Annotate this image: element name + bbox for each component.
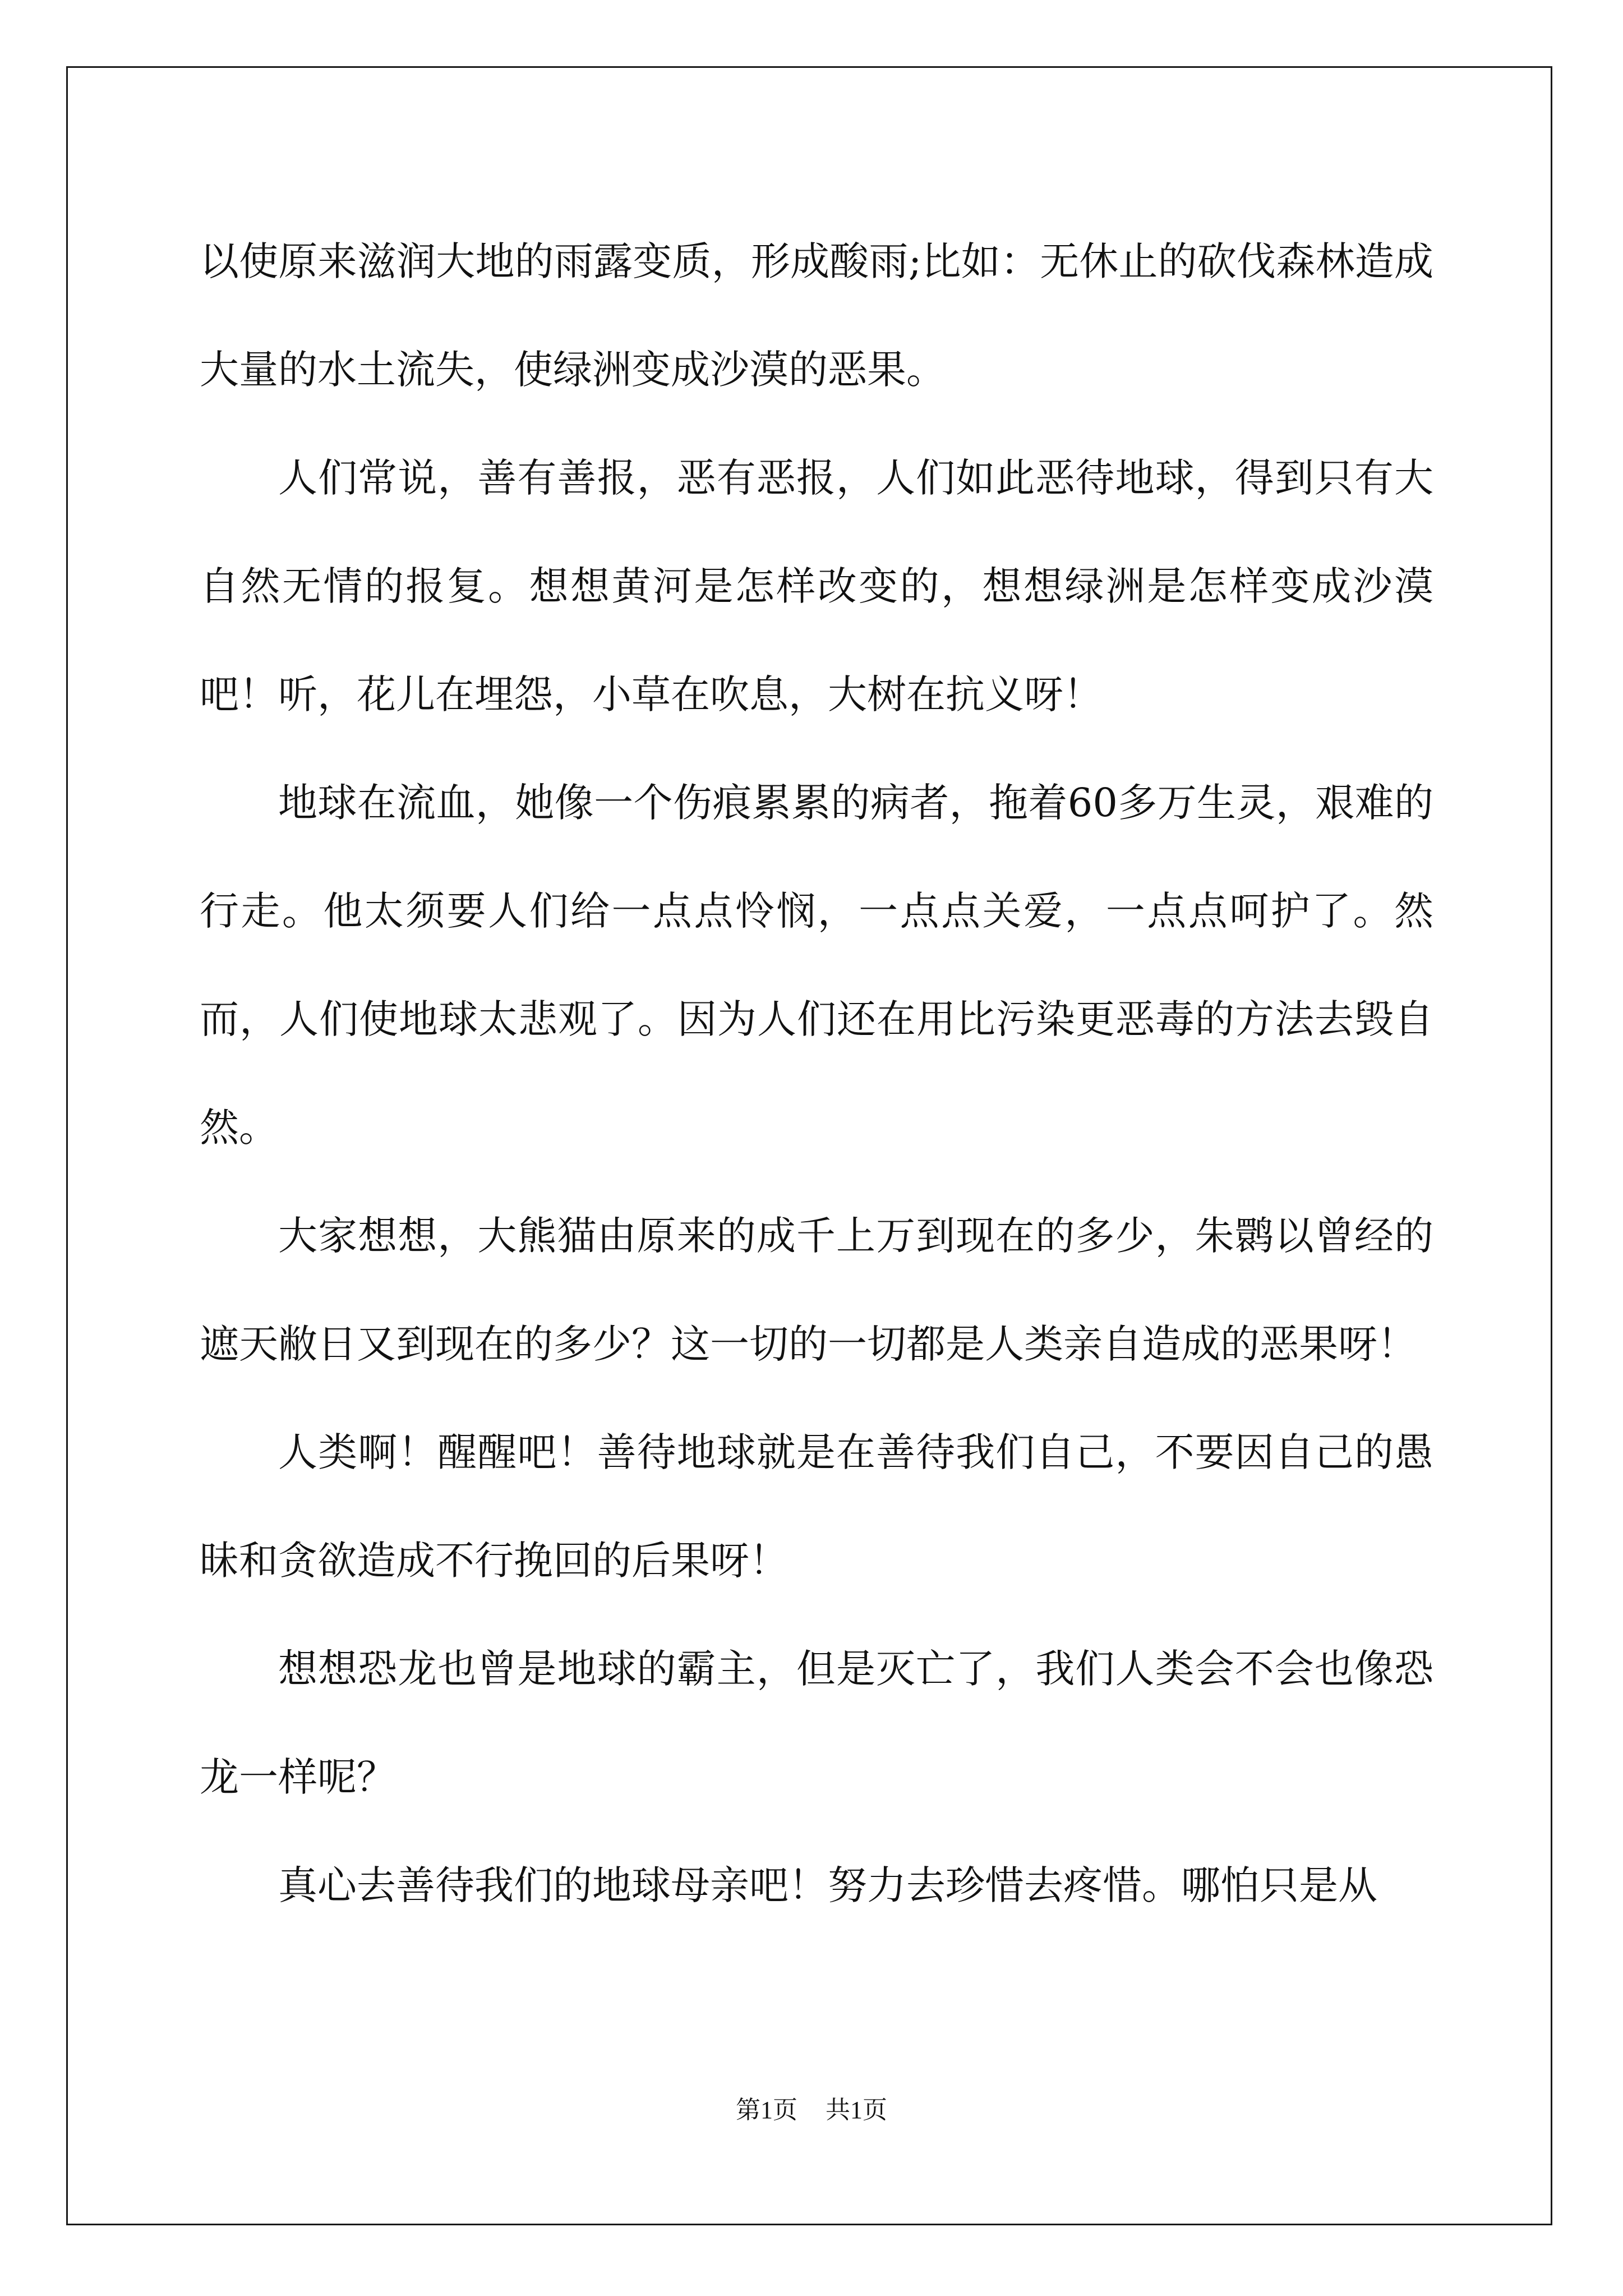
paragraph-5: 人类啊！醒醒吧！善待地球就是在善待我们自己，不要因自己的愚昧和贪欲造成不行挽回的后果呀！ <box>200 1429 1433 1584</box>
page-footer <box>0 2090 1623 2125</box>
paragraph-4: 大家想想，大熊猫由原来的成千上万到现在的多少，朱鹮以曾经的遮天敝日又到现在的多少？这一切的一切都是人类亲自造成的恶果呀！ <box>200 1213 1433 1367</box>
paragraph-7: 真心去善待我们的地球母亲吧！努力去珍惜去疼惜。哪怕只是从 <box>278 1862 1377 1908</box>
document-body <box>200 208 1433 1940</box>
paragraph-6: 想想恐龙也曾是地球的霸主，但是灭亡了，我们人类会不会也像恐龙一样呢？ <box>200 1646 1433 1800</box>
page-number: 第1页 <box>736 2096 797 2124</box>
paragraph-1: 以使原来滋润大地的雨露变质，形成酸雨;比如：无休止的砍伐森林造成大量的水土流失，使绿洲变成沙漠的恶果。 <box>200 238 1433 393</box>
paragraph-2: 人们常说，善有善报，恶有恶报，人们如此恶待地球，得到只有大自然无情的报复。想想黄河是怎样改变的，想想绿洲是怎样变成沙漠吧！听，花儿在埋怨，小草在吹息，大树在抗义呀！ <box>200 455 1433 717</box>
paragraph-3: 地球在流血，她像一个伤痕累累的病者，拖着60多万生灵，艰难的行走。他太须要人们给一点点怜悯，一点点关爱，一点点呵护了。然而，人们使地球太悲观了。因为人们还在用比污染更恶毒的方法去毁自然。 <box>200 780 1433 1151</box>
page-total: 共1页 <box>826 2096 887 2124</box>
